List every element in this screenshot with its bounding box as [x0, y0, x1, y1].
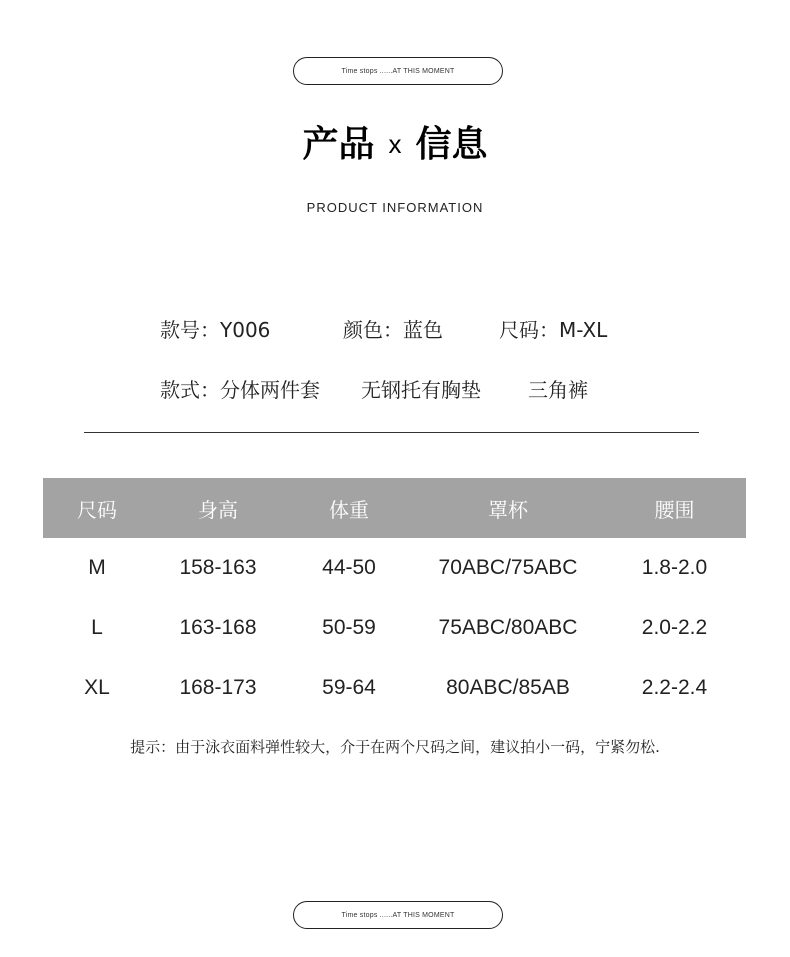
cell-cup: 80ABC/85AB	[446, 676, 570, 699]
page-subtitle: PRODUCT INFORMATION	[306, 200, 484, 215]
header-weight: 体重	[329, 497, 369, 522]
table-header-row	[43, 478, 746, 538]
header-cup: 罩杯	[488, 497, 528, 522]
cell-weight: 50-59	[322, 616, 376, 639]
table-row	[43, 658, 746, 718]
title-right: 信息	[415, 124, 488, 165]
cell-cup: 70ABC/75ABC	[438, 556, 578, 579]
cell-height: 163-168	[179, 616, 257, 639]
info-model: 款号：Y006	[160, 318, 271, 342]
top-banner-pill	[293, 57, 503, 85]
cell-size: L	[91, 616, 103, 639]
cell-waist: 2.0-2.2	[641, 616, 708, 639]
cell-height: 158-163	[179, 556, 257, 579]
header-height: 身高	[198, 497, 238, 522]
header-size: 尺码	[77, 497, 117, 522]
info-style-detail-2: 三角裤	[528, 378, 588, 402]
cell-size: XL	[84, 676, 110, 699]
info-color: 颜色：蓝色	[343, 318, 443, 342]
cell-weight: 44-50	[322, 556, 376, 579]
cell-weight: 59-64	[322, 676, 376, 699]
info-size: 尺码：M-XL	[499, 318, 608, 342]
divider-line	[84, 432, 699, 433]
bottom-banner-pill	[293, 901, 503, 929]
header-waist: 腰围	[654, 497, 695, 522]
table-row	[43, 598, 746, 658]
top-banner-text: Time stops ......AT THIS MOMENT	[341, 67, 455, 75]
cell-waist: 2.2-2.4	[641, 676, 708, 699]
cell-waist: 1.8-2.0	[641, 556, 708, 579]
title-x: x	[388, 129, 402, 159]
cell-size: M	[88, 556, 106, 579]
cell-height: 168-173	[179, 676, 257, 699]
bottom-banner-text: Time stops ......AT THIS MOMENT	[341, 911, 455, 919]
info-style: 款式：分体两件套	[160, 378, 320, 402]
title-left: 产品	[302, 124, 375, 165]
table-row	[43, 538, 746, 598]
size-table	[43, 478, 746, 718]
info-style-detail-1: 无钢托有胸垫	[361, 378, 481, 402]
page-title	[0, 118, 790, 171]
cell-cup: 75ABC/80ABC	[438, 616, 578, 639]
size-tip: 提示：由于泳衣面料弹性较大，介于在两个尺码之间，建议拍小一码，宁紧勿松.	[130, 738, 660, 756]
